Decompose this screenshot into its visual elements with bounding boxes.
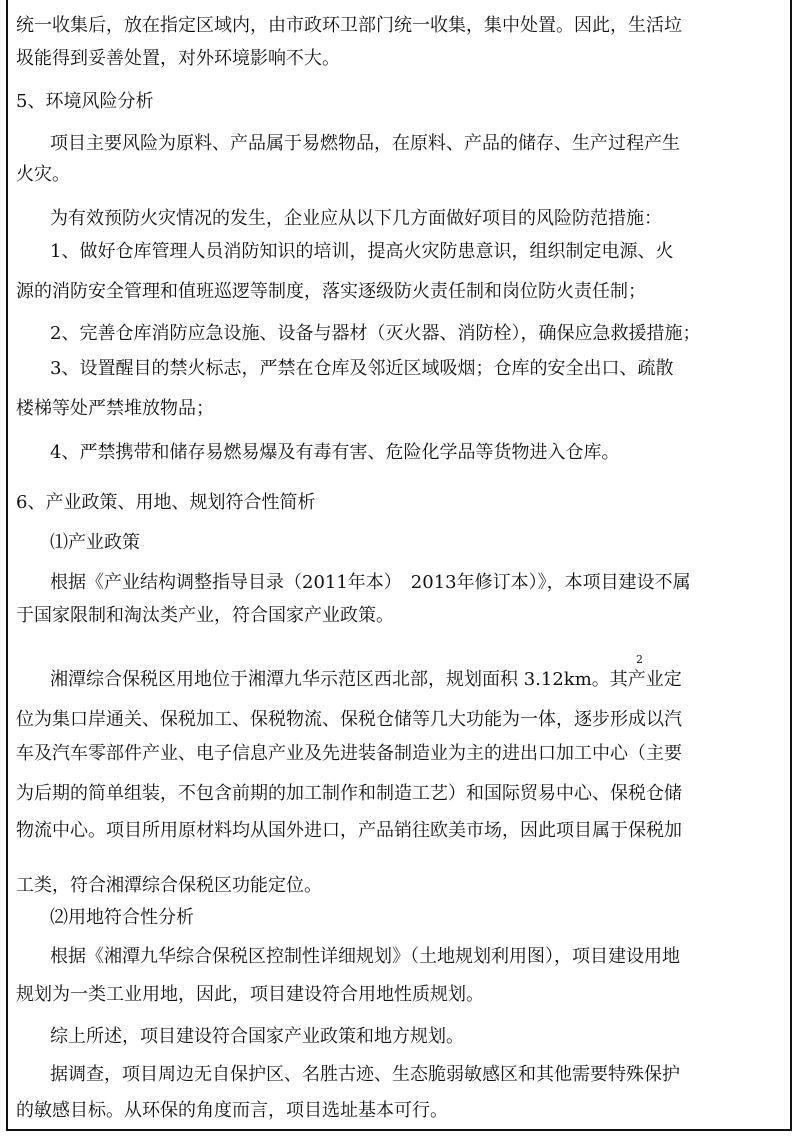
text-line: 2、完善仓库消防应急设施、设备与器材（灭火器、消防栓），确保应急救援措施； [50,323,701,344]
text-line: 源的消防安全管理和值班巡逻等制度，落实逐级防火责任制和岗位防火责任制； [16,281,646,302]
text-line: 的敏感目标。从环保的角度而言，项目选址基本可行。 [16,1100,448,1121]
text-line: 规划为一类工业用地，因此，项目建设符合用地性质规划。 [16,984,484,1005]
text-line: 3、设置醒目的禁火标志，严禁在仓库及邻近区域吸烟；仓库的安全出口、疏散 [50,358,674,379]
superscript: 2 [636,653,643,666]
text-line: 为有效预防火灾情况的发生，企业应从以下几方面做好项目的风险防范措施： [50,208,662,229]
text-line: 综上所述，项目建设符合国家产业政策和地方规划。 [50,1026,464,1047]
text-line: 车及汽车零部件产业、电子信息产业及先进装备制造业为主的进出口加工中心（主要 [16,743,682,764]
text-line: 楼梯等处严禁堆放物品； [16,398,214,419]
text-line: 工类，符合湘潭综合保税区功能定位。 [16,875,322,896]
text-line: 物流中心。项目所用原材料均从国外进口，产品销往欧美市场，因此项目属于保税加 [16,820,682,841]
text-line: 为后期的简单组装，不包含前期的加工制作和制造工艺）和国际贸易中心、保税仓储 [16,783,682,804]
section-heading: 6、产业政策、用地、规划符合性简析 [16,492,316,513]
section-heading: 5、环境风险分析 [16,91,154,112]
text-line: 圾能得到妥善处置，对外环境影响不大。 [16,48,340,69]
text-line: 根据《湘潭九华综合保税区控制性详细规划》（土地规划利用图），项目建设用地 [50,946,680,967]
subsection-heading: ⑵用地符合性分析 [50,907,194,928]
text-line: 1、做好仓库管理人员消防知识的培训，提高火灾防患意识，组织制定电源、火 [50,241,674,262]
text-line: 火灾。 [16,164,70,185]
text-line: 据调查，项目周边无自保护区、名胜古迹、生态脆弱敏感区和其他需要特殊保护 [50,1064,680,1085]
text-line: 位为集口岸通关、保税加工、保税物流、保税仓储等几大功能为一体，逐步形成以汽 [16,709,682,730]
text-line: 统一收集后，放在指定区域内，由市政环卫部门统一收集，集中处置。因此，生活垃 [16,15,682,36]
text-line: 4、严禁携带和储存易燃易爆及有毒有害、危险化学品等货物进入仓库。 [50,442,620,463]
text-line: 于国家限制和淘汰类产业，符合国家产业政策。 [16,605,394,626]
text-line: 项目主要风险为原料、产品属于易燃物品，在原料、产品的储存、生产过程产生 [50,133,680,154]
text-line: 根据《产业结构调整指导目录（2011年本） 2013年修订本）》，本项目建设不属 [50,572,691,593]
text-line: 湘潭综合保税区用地位于湘潭九华示范区西北部，规划面积 3.12km。其产业定 [50,669,682,690]
subsection-heading: ⑴产业政策 [50,532,140,553]
